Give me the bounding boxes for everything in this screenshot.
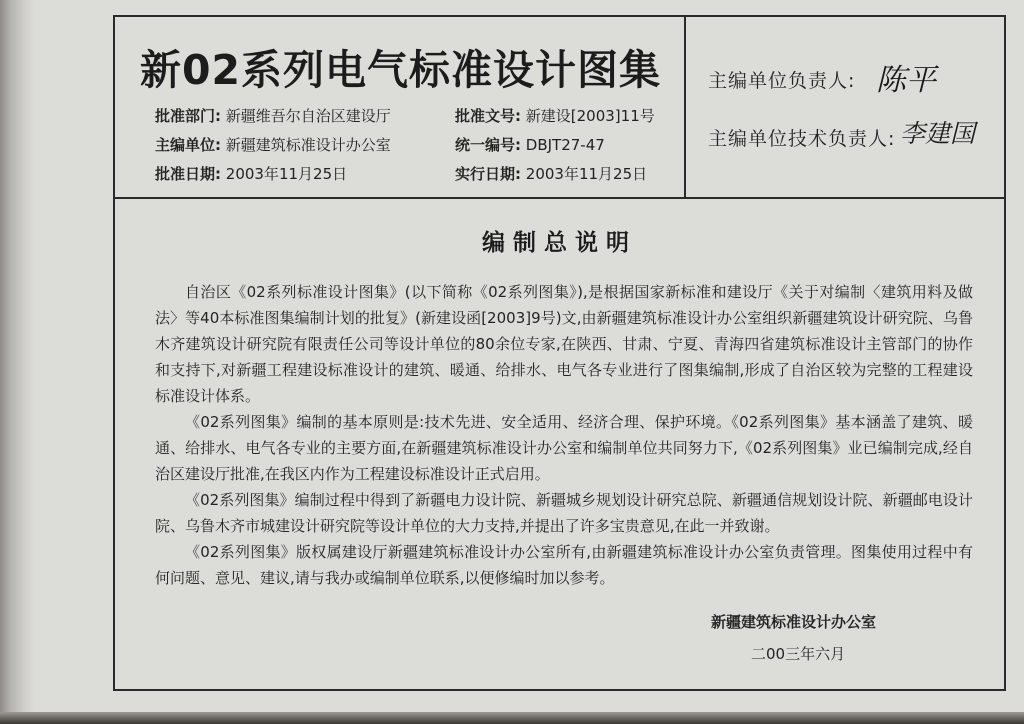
atlas-title: 新02系列电气标准设计图集 <box>139 46 662 94</box>
signature-block <box>686 17 1004 199</box>
signoff-date: 二00三年六月 <box>751 645 846 663</box>
approval-date: 批准日期: 2003年11月25日 <box>155 165 348 183</box>
page-bottom-edge <box>0 712 1024 724</box>
paragraph-4: 《02系列图集》版权属建设厅新疆建筑标准设计办公室所有,由新疆建筑标准设计办公室负责管理。图集使用过程中有何问题、意见、建议,请与我办或编制单位联系,以便修编时加以参考。 <box>155 543 973 587</box>
tech-lead-label: 主编单位技术负责人: <box>708 128 896 150</box>
effective-date: 实行日期: 2003年11月25日 <box>455 165 648 183</box>
binding-shadow <box>0 0 34 716</box>
title-block <box>115 17 686 199</box>
signoff-organization: 新疆建筑标准设计办公室 <box>711 613 877 631</box>
tech-lead-signature: 李建国 <box>900 119 976 148</box>
paragraph-3: 《02系列图集》编制过程中得到了新疆电力设计院、新疆城乡规划设计研究总院、新疆通信规划设计院、新疆邮电设计院、乌鲁木齐市城建设计研究院等设计单位的大力支持,并提出了许多宝贵意见,在此一并致谢。 <box>155 491 973 535</box>
unit-lead-label: 主编单位负责人: <box>708 70 856 92</box>
paragraph-2: 《02系列图集》编制的基本原则是:技术先进、安全适用、经济合理、保护环境。《02系列图集》基本涵盖了建筑、暖通、给排水、电气各专业的主要方面,在新疆建筑标准设计办公室和编制单位共同努力下,《02系列图集》业已编制完成,经自治区建设厅批准,在我区内作为工程建设标准设计正式启用。 <box>155 413 973 483</box>
document-frame <box>113 15 1006 691</box>
approval-dept: 批准部门: 新疆维吾尔自治区建设厅 <box>155 107 391 125</box>
unified-no: 统一编号: DBJT27-47 <box>455 136 605 154</box>
section-title: 编制总说明 <box>482 230 637 256</box>
paragraph-1: 自治区《02系列标准设计图集》(以下简称《02系列图集》),是根据国家新标准和建设厅《关于对编制〈建筑用料及做法〉等40本标准图集编制计划的批复》(新建设函[2003]9号)文,由新疆建筑标准设计办公室组织新疆建筑设计研究院、乌鲁木齐建筑设计研究院有限责任公司等设计单位的80余位专家,在陕西、甘肃、宁夏、青海四省建筑标准设计主管部门的协作和支持下,对新疆工程建设标准设计的建筑、暖通、给排水、电气各专业进行了图集编制,形成了自治区较为完整的工程建设标准设计体系。 <box>155 283 973 405</box>
editor-unit: 主编单位: 新疆建筑标准设计办公室 <box>155 136 391 154</box>
approval-doc-no: 批准文号: 新建设[2003]11号 <box>455 107 655 125</box>
unit-lead-signature: 陈平 <box>876 63 936 98</box>
